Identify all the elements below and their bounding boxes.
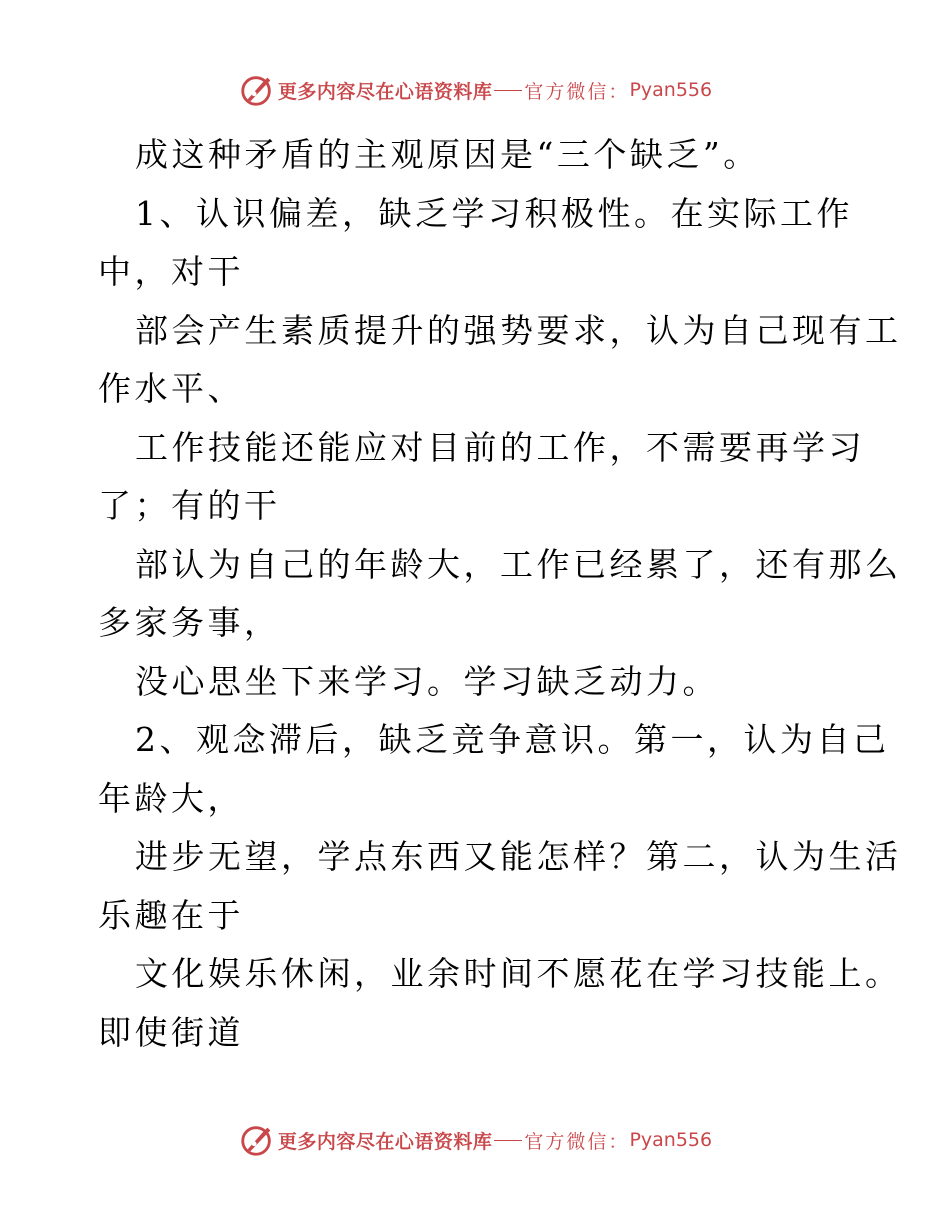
text-line: 成这种矛盾的主观原因是“三个缺乏”。 [135,135,760,174]
text-line: 即使街道 [98,1012,244,1052]
header-watermark [0,68,950,112]
watermark-wechat-id: Pyan556 [629,79,713,101]
watermark-wechat-id: Pyan556 [629,1129,713,1151]
text-line: 工作技能还能应对目前的工作，不需要再学习 [135,427,865,467]
text-line: 进步无望，学点东西又能怎样？第二，认为生活 [135,837,902,876]
text-line: 了；有的干 [98,486,281,525]
text-line: 中，对干 [98,252,244,291]
text-line: 作水平、 [98,369,244,408]
text-line: 部会产生素质提升的强势要求，认为自己现有工 [135,310,902,350]
document-body [98,126,902,1062]
footer-watermark [0,1118,950,1162]
text-line: 没心思坐下来学习。学习缺乏动力。 [135,661,719,701]
watermark-separator [494,1140,522,1141]
watermark-main-text: 更多内容尽在心语资料库 [277,80,493,103]
text-line: 1、认识偏差，缺乏学习积极性。在实际工作 [135,193,853,233]
watermark-main-text: 更多内容尽在心语资料库 [277,1130,493,1153]
watermark-wechat-label: 官方微信： [524,80,630,103]
text-line: 2、观念滞后，缺乏竞争意识。第一，认为自己 [135,720,890,759]
text-line: 乐趣在于 [98,895,244,935]
watermark-wechat-label: 官方微信： [524,1130,630,1153]
text-line: 部认为自己的年龄大，工作已经累了，还有那么 [135,544,902,584]
watermark-separator [494,90,522,91]
pen-nib-logo-icon [238,1121,276,1159]
text-line: 多家务事， [98,603,281,642]
pen-nib-logo-icon [238,71,276,109]
text-line: 年龄大， [98,778,244,818]
text-line: 文化娱乐休闲，业余时间不愿花在学习技能上。 [135,954,902,993]
